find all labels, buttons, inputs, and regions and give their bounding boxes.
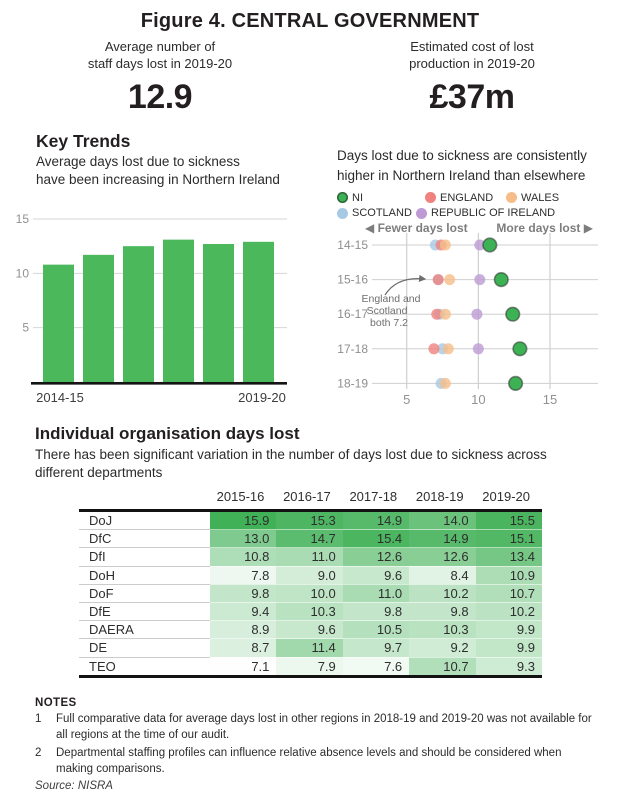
bar-2019-20 <box>243 242 274 382</box>
row-label-18-19: 18-19 <box>337 376 368 391</box>
cell-DoF-2016-17: 10.0 <box>276 584 342 602</box>
cell-DAERA-2018-19: 10.3 <box>409 621 475 639</box>
bar-2015-16 <box>83 255 114 382</box>
cell-DfI-2019-20: 13.4 <box>476 548 542 566</box>
year-header-2015-16: 2015-16 <box>216 489 265 504</box>
legend-dot-icon <box>506 192 517 203</box>
empty-header-cell <box>79 489 210 511</box>
table-row-DE <box>79 639 542 657</box>
note-item-1 <box>35 712 593 743</box>
cell-DfC-2015-16: 13.0 <box>210 530 276 548</box>
legend-dot-icon <box>425 192 436 203</box>
cell-DoJ-2015-16: 15.9 <box>210 511 276 530</box>
cell-TEO-2016-17: 7.9 <box>276 657 342 676</box>
dot-ni-17-18 <box>513 342 527 356</box>
dot-england-15-16 <box>433 274 444 285</box>
cell-DfE-2016-17: 10.3 <box>276 602 342 620</box>
legend-item-england <box>425 191 493 204</box>
dot-xtick-label: 10 <box>471 392 486 407</box>
dot-ni-14-15 <box>483 238 497 252</box>
legend-label: NI <box>352 191 363 204</box>
cell-DoJ-2016-17: 15.3 <box>276 511 342 530</box>
cell-DoJ-2019-20: 15.5 <box>476 511 542 530</box>
cell-DfC-2017-18: 15.4 <box>343 530 409 548</box>
annotation-line: Scotland <box>366 305 408 317</box>
note-text: Full comparative data for average days lost in other regions in 2018-19 and 2019-20 was not available for all regions at the time of our audit. <box>56 713 592 741</box>
bar-ytick-label: 10 <box>15 266 29 281</box>
right-arrow-icon: ▶ <box>583 221 593 235</box>
dot-plot-legend <box>325 191 620 223</box>
row-label-DAERA: DAERA <box>79 621 210 639</box>
row-label-17-18: 17-18 <box>337 341 368 356</box>
cell-DfI-2017-18: 12.6 <box>343 548 409 566</box>
subtitle-line: different departments <box>35 465 163 480</box>
notes-heading: NOTES <box>35 697 77 709</box>
table-row-DoH <box>79 566 542 584</box>
year-header-2018-19: 2018-19 <box>415 489 464 504</box>
org-table-body <box>79 511 542 677</box>
legend-label: REPUBLIC OF IRELAND <box>431 207 556 219</box>
legend-item-wales <box>506 191 559 204</box>
dot-plot-title <box>337 146 587 185</box>
subtitle-line: Average days lost due to sickness <box>36 154 240 169</box>
table-row-DoJ <box>79 511 542 530</box>
notes-list <box>35 712 593 777</box>
table-row-DfI <box>79 548 542 566</box>
stat-label-line: staff days lost in 2019-20 <box>87 56 233 71</box>
cell-DoH-2016-17: 9.0 <box>276 566 342 584</box>
table-row-DfE <box>79 602 542 620</box>
more-days-label: More days lost ▶ <box>496 221 593 235</box>
annotation-line: both 7.2 <box>370 317 408 329</box>
bar-2018-19 <box>203 244 234 382</box>
bar-xtick-last: 2019-20 <box>238 390 286 405</box>
bar-ytick-label: 15 <box>15 211 29 226</box>
cell-DfC-2018-19: 14.9 <box>409 530 475 548</box>
cell-DfE-2017-18: 9.8 <box>343 602 409 620</box>
cell-DoF-2019-20: 10.7 <box>476 584 542 602</box>
cell-DAERA-2015-16: 8.9 <box>210 621 276 639</box>
cell-DfE-2019-20: 10.2 <box>476 602 542 620</box>
cell-DoF-2017-18: 11.0 <box>343 584 409 602</box>
table-row-TEO <box>79 657 542 676</box>
dot-republic-of-ireland-17-18 <box>473 343 484 354</box>
row-label-15-16: 15-16 <box>337 272 368 287</box>
left-arrow-icon: ◀ <box>365 221 375 235</box>
dot-england-17-18 <box>428 343 439 354</box>
cell-DoH-2015-16: 7.8 <box>210 566 276 584</box>
figure-title: Figure 4. CENTRAL GOVERNMENT <box>140 10 480 32</box>
source-note: Source: NISRA <box>35 780 113 792</box>
stat-label-line: production in 2019-20 <box>409 56 535 71</box>
cell-DoJ-2018-19: 14.0 <box>409 511 475 530</box>
cell-DE-2015-16: 8.7 <box>210 639 276 657</box>
legend-label: ENGLAND <box>440 191 494 204</box>
bar-xtick-first: 2014-15 <box>36 390 84 405</box>
cell-DfI-2016-17: 11.0 <box>276 548 342 566</box>
cell-DoJ-2017-18: 14.9 <box>343 511 409 530</box>
row-label-16-17: 16-17 <box>337 307 368 322</box>
dot-wales-14-15 <box>440 240 451 251</box>
stat-value-days: 12.9 <box>127 78 193 116</box>
cell-DE-2017-18: 9.7 <box>343 639 409 657</box>
org-days-lost-subtitle <box>35 446 580 482</box>
bar-chart-average-days-lost <box>10 205 300 410</box>
row-label-DfI: DfI <box>79 548 210 566</box>
cell-DfI-2018-19: 12.6 <box>409 548 475 566</box>
legend-item-scotland <box>337 207 412 220</box>
table-row-DoF <box>79 584 542 602</box>
title-line: higher in Northern Ireland than elsewhere <box>337 167 586 183</box>
bar-2017-18 <box>163 240 194 382</box>
fewer-days-label: ◀ Fewer days lost <box>365 221 468 235</box>
cell-DoH-2019-20: 10.9 <box>476 566 542 584</box>
dot-wales-17-18 <box>443 343 454 354</box>
org-days-lost-heading: Individual organisation days lost <box>35 424 300 443</box>
title-line: Days lost due to sickness are consistently <box>337 148 587 163</box>
notes-section <box>35 697 593 792</box>
cell-DfC-2016-17: 14.7 <box>276 530 342 548</box>
stat-cost-lost-production <box>374 38 570 117</box>
legend-dot-icon <box>416 208 427 219</box>
legend-item-republic-of-ireland <box>416 207 555 220</box>
key-trends-heading: Key Trends <box>36 131 131 151</box>
cell-DE-2019-20: 9.9 <box>476 639 542 657</box>
stat-value-cost: £37m <box>429 78 515 116</box>
cell-DAERA-2017-18: 10.5 <box>343 621 409 639</box>
row-label-14-15: 14-15 <box>337 238 368 252</box>
stat-average-days-lost <box>62 38 258 117</box>
row-label-DfC: DfC <box>79 530 210 548</box>
row-label-DoJ: DoJ <box>79 511 210 530</box>
dot-republic-of-ireland-15-16 <box>474 274 485 285</box>
dot-ni-16-17 <box>506 307 520 321</box>
cell-DfE-2015-16: 9.4 <box>210 602 276 620</box>
dot-plot-panel <box>325 140 620 415</box>
legend-dot-icon <box>337 208 348 219</box>
table-row-DfC <box>79 530 542 548</box>
dot-plot-chart <box>325 228 620 415</box>
cell-DfE-2018-19: 9.8 <box>409 602 475 620</box>
cell-DoF-2015-16: 9.8 <box>210 584 276 602</box>
note-number: 2 <box>35 747 42 759</box>
org-table-header <box>79 489 542 511</box>
legend-label: WALES <box>521 191 560 204</box>
dot-ni-18-19 <box>509 377 523 391</box>
subtitle-line: have been increasing in Northern Ireland <box>36 171 280 187</box>
cell-DoF-2018-19: 10.2 <box>409 584 475 602</box>
year-header-2017-18: 2017-18 <box>349 489 398 504</box>
dot-wales-18-19 <box>440 378 451 389</box>
bar-2016-17 <box>123 246 154 382</box>
org-days-lost-table <box>79 489 542 678</box>
year-header-row <box>79 489 542 511</box>
cell-TEO-2019-20: 9.3 <box>476 657 542 676</box>
org-table-wrap <box>79 489 542 678</box>
dot-wales-15-16 <box>444 274 455 285</box>
year-header-2016-17: 2016-17 <box>283 489 331 504</box>
row-label-DoH: DoH <box>79 566 210 584</box>
stat-label-line: Average number of <box>104 39 216 54</box>
note-item-2 <box>35 746 593 777</box>
cell-DfI-2015-16: 10.8 <box>210 548 276 566</box>
year-header-2019-20: 2019-20 <box>482 489 530 504</box>
cell-DAERA-2019-20: 9.9 <box>476 621 542 639</box>
cell-DE-2016-17: 11.4 <box>276 639 342 657</box>
row-label-DE: DE <box>79 639 210 657</box>
note-number: 1 <box>35 713 42 725</box>
stat-label-line: Estimated cost of lost <box>410 39 534 54</box>
dot-republic-of-ireland-16-17 <box>471 309 482 320</box>
cell-DoH-2018-19: 8.4 <box>409 566 475 584</box>
row-label-DoF: DoF <box>79 584 210 602</box>
dot-xtick-label: 5 <box>403 392 411 407</box>
row-label-DfE: DfE <box>79 602 210 620</box>
cell-TEO-2015-16: 7.1 <box>210 657 276 676</box>
key-trends-subtitle <box>36 153 280 188</box>
cell-DAERA-2016-17: 9.6 <box>276 621 342 639</box>
cell-DfC-2019-20: 15.1 <box>476 530 542 548</box>
cell-TEO-2017-18: 7.6 <box>343 657 409 676</box>
legend-item-ni <box>337 191 363 204</box>
legend-label: SCOTLAND <box>352 207 412 219</box>
legend-dot-icon <box>337 192 348 203</box>
row-label-TEO: TEO <box>79 657 210 676</box>
bar-2014-15 <box>43 265 74 382</box>
subtitle-line: There has been significant variation in the number of days lost due to sickness across <box>35 447 547 462</box>
dot-ni-15-16 <box>494 273 508 287</box>
cell-DE-2018-19: 9.2 <box>409 639 475 657</box>
dot-xtick-label: 15 <box>542 392 558 407</box>
note-text: Departmental staffing profiles can influence relative absence levels and should be considered when making comparisons. <box>56 747 562 775</box>
annotation-line: England and <box>361 293 421 305</box>
bar-ytick-label: 5 <box>22 320 29 335</box>
dot-wales-16-17 <box>440 309 451 320</box>
cell-TEO-2018-19: 10.7 <box>409 657 475 676</box>
cell-DoH-2017-18: 9.6 <box>343 566 409 584</box>
table-row-DAERA <box>79 621 542 639</box>
